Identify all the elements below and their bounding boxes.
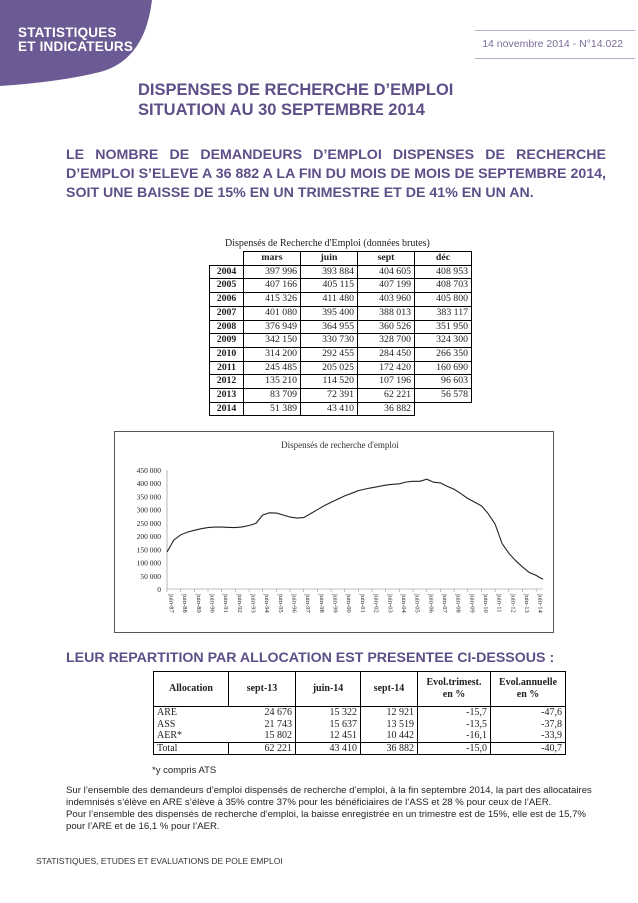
- table2-cell: -33,9: [491, 730, 566, 742]
- x-tick-label: juin-00: [345, 594, 353, 613]
- paragraph-line-2: Pour l’ensemble des dispensés de recherche d’emploi, la baisse enregistrée en un trimestre est de 15%, elle est de 15,7% pour l’ARE et de 16,1 % pour l’AER.: [66, 809, 586, 832]
- table2: [153, 671, 566, 755]
- series-line: [167, 479, 543, 579]
- table1-row: [210, 320, 472, 334]
- table2-label: ARE: [154, 707, 229, 719]
- table1-row: [210, 334, 472, 348]
- table1-year: 2010: [210, 347, 244, 361]
- table1-year: 2006: [210, 293, 244, 307]
- table1-cell: 408 703: [415, 279, 472, 293]
- table1-cell: [415, 402, 472, 416]
- y-tick-label: 300 000: [136, 505, 161, 515]
- table1-cell: 411 480: [301, 293, 358, 307]
- table2-total-row: [154, 742, 566, 755]
- x-tick-label: juin-89: [194, 594, 202, 613]
- table1-cell: 83 709: [244, 389, 301, 403]
- x-tick-label: juin-96: [290, 594, 298, 613]
- table1-cell: 403 960: [358, 293, 415, 307]
- x-tick-label: juin-12: [509, 594, 517, 613]
- table2-cell: 13 519: [361, 719, 418, 731]
- table1-cell: 114 520: [301, 375, 358, 389]
- table2-col-header: juin-14: [296, 672, 361, 707]
- table1-cell: 405 115: [301, 279, 358, 293]
- logo-line-1: STATISTIQUES: [18, 25, 117, 40]
- table1-row: [210, 375, 472, 389]
- x-tick-label: juin-05: [413, 594, 421, 613]
- x-tick-label: juin-09: [468, 594, 476, 613]
- page-footer: STATISTIQUES, ETUDES ET EVALUATIONS DE POLE EMPLOI: [36, 856, 283, 866]
- table2-cell: -47,6: [491, 707, 566, 719]
- body-paragraph: [66, 785, 606, 833]
- table2-row: [154, 719, 566, 731]
- paragraph-line-1: Sur l’ensemble des demandeurs d’emploi dispensés de recherche d’emploi, à la fin septembre 2014, la part des allocataires indemnisés s’élève en ARE s’élève à 35% contre 37% pour les bénéficiaires de l’ASS et 28 % pour ceux de l’AER.: [66, 785, 592, 808]
- table1-col-header: déc: [415, 252, 472, 266]
- table1-cell: 292 455: [301, 347, 358, 361]
- table1-cell: 324 300: [415, 334, 472, 348]
- table2-cell: 12 921: [361, 707, 418, 719]
- title-line-1: DISPENSES DE RECHERCHE D’EMPLOI: [138, 81, 454, 99]
- table1-year: 2013: [210, 389, 244, 403]
- table1-cell: 404 605: [358, 265, 415, 279]
- table2-cell: -16,1: [418, 730, 491, 742]
- table1-title: Dispensés de Recherche d'Emploi (données brutes): [225, 238, 430, 249]
- table1-year: 2004: [210, 265, 244, 279]
- y-tick-label: 0: [157, 585, 161, 594]
- x-tick-label: juin-87: [167, 594, 175, 613]
- lead-paragraph: LE NOMBRE DE DEMANDEURS D’EMPLOI DISPENSES DE RECHERCHE D’EMPLOI S’ELEVE A 36 882 A LA FIN DU MOIS DE MOIS DE SEPTEMBRE 2014, SOIT UNE BAISSE DE 15% EN UN TRIMESTRE ET DE 41% EN UN AN.: [66, 147, 606, 201]
- x-tick-label: juin-14: [536, 594, 544, 613]
- table1-row: [210, 402, 472, 416]
- table2-col-header: Allocation: [154, 672, 229, 707]
- table1-cell: 135 210: [244, 375, 301, 389]
- table1: [209, 251, 472, 416]
- y-tick-label: 350 000: [136, 492, 161, 502]
- x-tick-label: juin-08: [454, 594, 462, 613]
- x-tick-label: juin-99: [331, 594, 339, 613]
- table1-cell: 43 410: [301, 402, 358, 416]
- x-tick-label: juin-06: [427, 594, 435, 613]
- table2-label: Total: [154, 742, 229, 755]
- x-tick-label: juin-91: [222, 594, 230, 613]
- y-tick-label: 450 000: [136, 466, 161, 475]
- header-divider-top: [475, 30, 635, 31]
- table1-cell: 266 350: [415, 347, 472, 361]
- x-tick-label: juin-92: [235, 594, 243, 613]
- table1-cell: 401 080: [244, 306, 301, 320]
- table1-row: [210, 293, 472, 307]
- table2-cell: 15 802: [229, 730, 296, 742]
- table2-cell: 21 743: [229, 719, 296, 731]
- header-divider-bottom: [475, 58, 635, 59]
- x-tick-label: juin-07: [440, 594, 448, 613]
- line-chart: [115, 432, 553, 632]
- table1-col-header: sept: [358, 252, 415, 266]
- table2-row: [154, 707, 566, 719]
- table1-row: [210, 265, 472, 279]
- table2-col-header: Evol.annuelle en %: [491, 672, 566, 707]
- table2-col-header: sept-13: [229, 672, 296, 707]
- table2-cell: 15 322: [296, 707, 361, 719]
- table2-col-header: sept-14: [361, 672, 418, 707]
- x-tick-label: juin-03: [386, 594, 394, 613]
- table1-cell: 62 221: [358, 389, 415, 403]
- table2-cell: 15 637: [296, 719, 361, 731]
- table2-label: AER*: [154, 730, 229, 742]
- table1-year: 2005: [210, 279, 244, 293]
- table1-cell: 51 389: [244, 402, 301, 416]
- table1-year: 2008: [210, 320, 244, 334]
- table2-cell: 24 676: [229, 707, 296, 719]
- table1-cell: 36 882: [358, 402, 415, 416]
- series-group: [167, 479, 543, 579]
- table2-col-header: Evol.trimest. en %: [418, 672, 491, 707]
- table1-cell: 160 690: [415, 361, 472, 375]
- table2-header-row: [154, 672, 566, 707]
- table1-cell: 388 013: [358, 306, 415, 320]
- table1-cell: 360 526: [358, 320, 415, 334]
- table1-corner: [210, 252, 244, 266]
- table1-cell: 107 196: [358, 375, 415, 389]
- table1-cell: 351 950: [415, 320, 472, 334]
- title-line-2: SITUATION AU 30 SEPTEMBRE 2014: [138, 101, 425, 119]
- table1-col-header: mars: [244, 252, 301, 266]
- table1-cell: 284 450: [358, 347, 415, 361]
- table1-cell: 383 117: [415, 306, 472, 320]
- y-tick-label: 150 000: [136, 545, 161, 555]
- table1-row: [210, 279, 472, 293]
- y-tick-label: 400 000: [136, 479, 161, 489]
- table2-cell: 12 451: [296, 730, 361, 742]
- table2-cell: 62 221: [229, 742, 296, 755]
- table2-cell: -37,8: [491, 719, 566, 731]
- page-title: [138, 80, 453, 120]
- table1-cell: 364 955: [301, 320, 358, 334]
- y-tick-label: 100 000: [136, 558, 161, 568]
- table1-cell: 328 700: [358, 334, 415, 348]
- table2-cell: -40,7: [491, 742, 566, 755]
- table1-year: 2011: [210, 361, 244, 375]
- table1-header-row: [210, 252, 472, 266]
- y-tick-label: 50 000: [140, 571, 161, 581]
- x-tick-label: juin-94: [263, 594, 271, 613]
- table1-cell: 56 578: [415, 389, 472, 403]
- table1-row: [210, 347, 472, 361]
- x-tick-label: juin-95: [276, 594, 284, 613]
- x-tick-label: juin-04: [399, 594, 407, 613]
- x-axis: [167, 589, 544, 614]
- table2-footnote: *y compris ATS: [152, 765, 217, 776]
- table1-cell: 96 603: [415, 375, 472, 389]
- x-tick-label: juin-97: [304, 594, 312, 613]
- table1-row: [210, 306, 472, 320]
- table1-cell: 72 391: [301, 389, 358, 403]
- x-tick-label: juin-11: [495, 594, 503, 613]
- table1-cell: 407 166: [244, 279, 301, 293]
- table1-row: [210, 361, 472, 375]
- table1-cell: 245 485: [244, 361, 301, 375]
- x-tick-label: juin-02: [372, 594, 380, 613]
- table2-cell: 36 882: [361, 742, 418, 755]
- table1-row: [210, 389, 472, 403]
- table1-cell: 408 953: [415, 265, 472, 279]
- table1-cell: 393 884: [301, 265, 358, 279]
- x-tick-label: juin-10: [481, 594, 489, 613]
- y-axis: [137, 466, 167, 594]
- table1-cell: 314 200: [244, 347, 301, 361]
- table1-cell: 172 420: [358, 361, 415, 375]
- x-tick-label: juin-88: [181, 594, 189, 613]
- x-tick-label: juin-13: [522, 594, 530, 613]
- table2-row: [154, 730, 566, 742]
- table1-year: 2007: [210, 306, 244, 320]
- x-tick-label: juin-01: [358, 594, 366, 613]
- logo-line-2: ET INDICATEURS: [18, 39, 134, 54]
- table2-cell: 43 410: [296, 742, 361, 755]
- table1-col-header: juin: [301, 252, 358, 266]
- section-title: LEUR REPARTITION PAR ALLOCATION EST PRESENTEE CI-DESSOUS :: [66, 650, 555, 666]
- chart-frame: [114, 431, 554, 633]
- x-tick-label: juin-90: [208, 594, 216, 613]
- table1-cell: 415 326: [244, 293, 301, 307]
- table2-cell: -15,7: [418, 707, 491, 719]
- table1-cell: 397 996: [244, 265, 301, 279]
- table1-cell: 205 025: [301, 361, 358, 375]
- table1-year: 2014: [210, 402, 244, 416]
- table2-label: ASS: [154, 719, 229, 731]
- table1-cell: 330 730: [301, 334, 358, 348]
- y-tick-label: 250 000: [136, 518, 161, 528]
- table2-cell: 10 442: [361, 730, 418, 742]
- x-tick-label: juin-98: [317, 594, 325, 613]
- table1-cell: 395 400: [301, 306, 358, 320]
- issue-number: 14 novembre 2014 - N°14.022: [482, 38, 623, 50]
- table1-cell: 342 150: [244, 334, 301, 348]
- table1-cell: 376 949: [244, 320, 301, 334]
- x-tick-label: juin-93: [249, 594, 257, 613]
- logo: [18, 26, 133, 54]
- table1-year: 2012: [210, 375, 244, 389]
- y-tick-label: 200 000: [136, 532, 161, 542]
- table1-cell: 405 800: [415, 293, 472, 307]
- table2-cell: -13,5: [418, 719, 491, 731]
- table1-cell: 407 199: [358, 279, 415, 293]
- table1-year: 2009: [210, 334, 244, 348]
- chart-title: Dispensés de recherche d'emploi: [281, 440, 399, 450]
- table2-cell: -15,0: [418, 742, 491, 755]
